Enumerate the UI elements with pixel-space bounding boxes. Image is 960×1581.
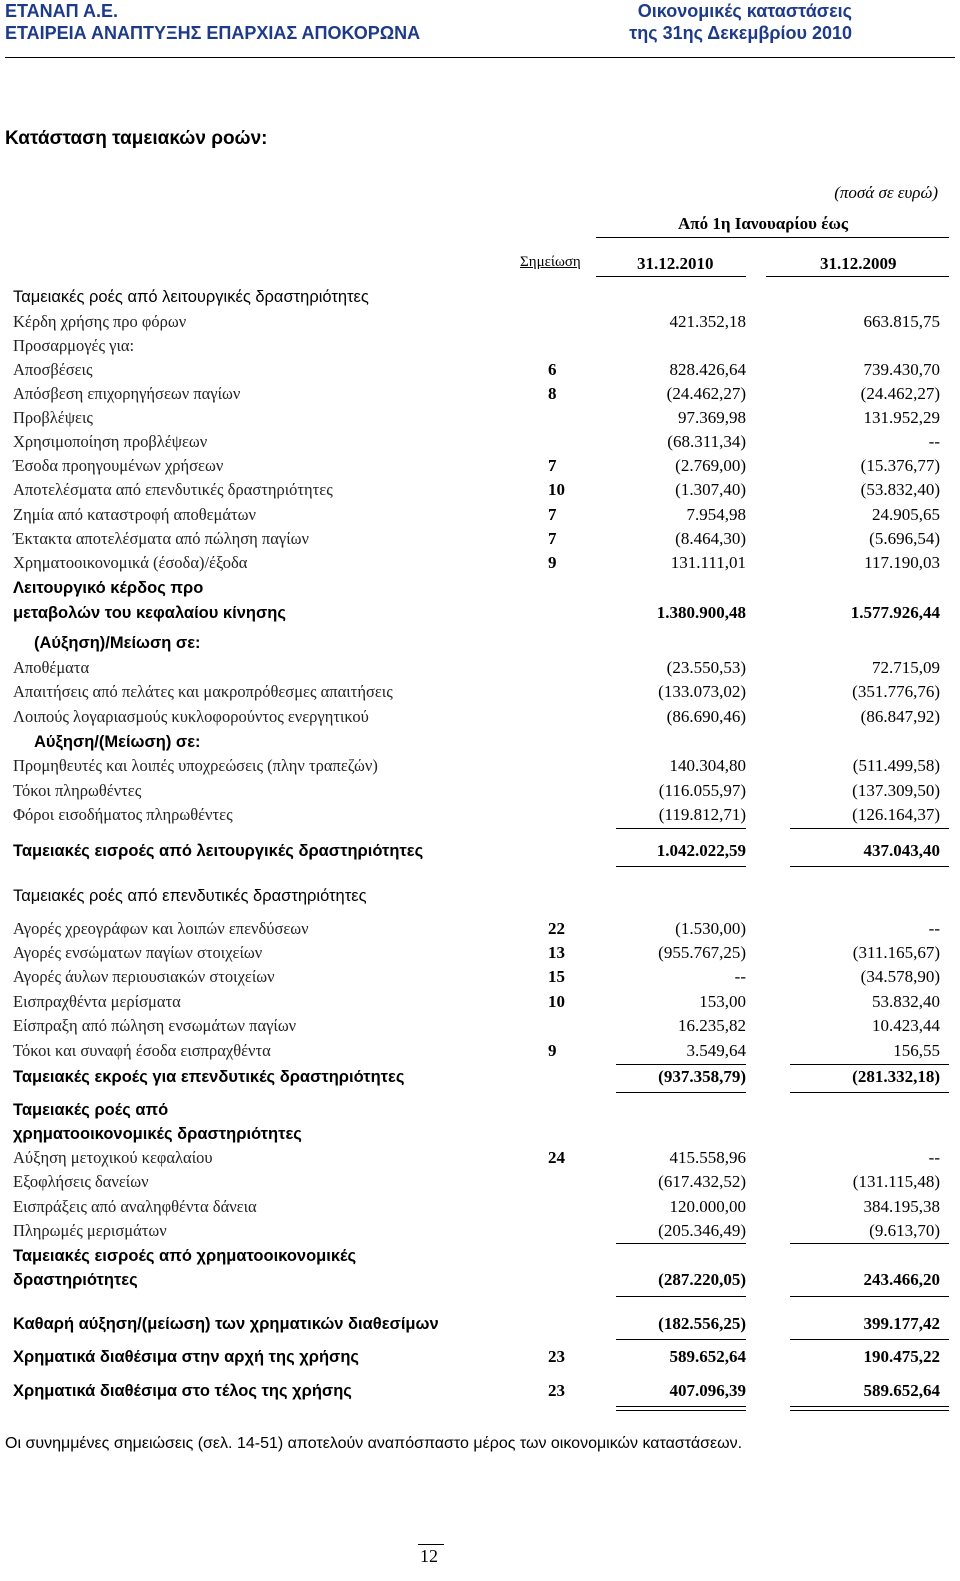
units-note: (ποσά σε ευρώ) — [834, 183, 938, 202]
total-rule — [616, 1064, 746, 1065]
total-rule — [790, 1296, 949, 1297]
table-row — [0, 780, 960, 804]
row-value-current: (68.311,34) — [667, 432, 746, 451]
row-value-current: (287.220,05) — [658, 1270, 746, 1289]
row-value-current: 1.042.022,59 — [656, 841, 746, 860]
row-label: μεταβολών του κεφαλαίου κίνησης — [13, 604, 286, 622]
row-note: 15 — [548, 967, 565, 986]
row-label: Εισπραχθέντα μερίσματα — [13, 992, 181, 1011]
row-label: Έκτακτα αποτελέσματα από πώληση παγίων — [13, 529, 309, 548]
row-value-current: (2.769,00) — [675, 456, 746, 475]
row-label: Αποθέματα — [13, 658, 90, 677]
row-note: 9 — [548, 1041, 557, 1060]
company-full-name: ΕΤΑΙΡΕΙΑ ΑΝΑΠΤΥΞΗΣ ΕΠΑΡΧΙΑΣ ΑΠΟΚΟΡΩΝΑ — [5, 23, 421, 43]
table-row — [0, 1245, 960, 1269]
row-label: δραστηριότητες — [13, 1271, 138, 1289]
row-value-current: 415.558,96 — [669, 1148, 746, 1167]
table-row — [0, 528, 960, 552]
row-note: 8 — [548, 384, 557, 403]
row-label: Τόκοι και συναφή έσοδα εισπραχθέντα — [13, 1041, 271, 1060]
period-underline — [596, 237, 949, 238]
row-value-current: (116.055,97) — [658, 781, 746, 800]
table-row — [0, 431, 960, 455]
table-row — [0, 311, 960, 335]
row-value-current: 153,00 — [699, 992, 746, 1011]
page-number-rule — [418, 1544, 444, 1545]
row-label: Αύξηση μετοχικού κεφαλαίου — [13, 1148, 213, 1167]
table-row — [0, 383, 960, 407]
row-note: 24 — [548, 1148, 565, 1167]
row-value-prior: (311.165,67) — [852, 943, 940, 962]
table-row — [0, 479, 960, 503]
row-label: Αγορές άυλων περιουσιακών στοιχείων — [13, 967, 275, 986]
table-row — [0, 840, 960, 864]
row-label: Αγορές ενσώματων παγίων στοιχείων — [13, 943, 263, 962]
row-value-prior: (86.847,92) — [860, 707, 940, 726]
table-row — [0, 1313, 960, 1337]
table-row — [0, 286, 960, 310]
header-document — [629, 0, 852, 44]
row-label: Τόκοι πληρωθέντες — [13, 781, 142, 800]
row-label: Έσοδα προηγουμένων χρήσεων — [13, 456, 224, 475]
table-row — [0, 706, 960, 730]
table-row — [0, 407, 960, 431]
row-note: 10 — [548, 992, 565, 1011]
row-label: Εξοφλήσεις δανείων — [13, 1172, 149, 1191]
row-label: Απαιτήσεις από πελάτες και μακροπρόθεσμες απαιτήσεις — [13, 682, 393, 701]
table-row — [0, 1147, 960, 1171]
table-row — [0, 1040, 960, 1064]
row-label: Λοιπούς λογαριασμούς κυκλοφορούντος ενεργητικού — [13, 707, 369, 726]
row-label: Καθαρή αύξηση/(μείωση) των χρηματικών διαθεσίμων — [13, 1315, 439, 1333]
column-note-header: Σημείωση — [520, 254, 581, 270]
row-label: Ζημία από καταστροφή αποθεμάτων — [13, 505, 256, 524]
row-note: 7 — [548, 505, 557, 524]
total-rule — [790, 1092, 949, 1093]
table-row — [0, 731, 960, 755]
row-value-prior: 117.190,03 — [864, 553, 940, 572]
row-value-current: (182.556,25) — [658, 1314, 746, 1333]
table-row — [0, 1123, 960, 1147]
page-number: 12 — [420, 1546, 438, 1566]
row-value-prior: -- — [928, 919, 940, 938]
row-value-prior: 156,55 — [893, 1041, 940, 1060]
table-row — [0, 657, 960, 681]
table-row — [0, 1196, 960, 1220]
table-row — [0, 632, 960, 656]
row-value-current: (617.432,52) — [658, 1172, 746, 1191]
table-row — [0, 455, 960, 479]
row-label: Αποτελέσματα από επενδυτικές δραστηριότητες — [13, 480, 333, 499]
row-value-current: (23.550,53) — [666, 658, 746, 677]
row-label: Χρηματικά διαθέσιμα στο τέλος της χρήσης — [13, 1382, 352, 1400]
row-label: Λειτουργικό κέρδος προ — [13, 579, 204, 597]
row-value-current: 589.652,64 — [669, 1347, 746, 1366]
company-short-name: ΕΤΑΝΑΠ Α.Ε. — [5, 1, 119, 21]
total-rule — [616, 1092, 746, 1093]
total-rule — [790, 828, 949, 829]
row-value-prior: 10.423,44 — [872, 1016, 940, 1035]
row-value-prior: 131.952,29 — [863, 408, 940, 427]
row-value-prior: (15.376,77) — [860, 456, 940, 475]
row-label: Ταμειακές ροές από επενδυτικές δραστηριότητες — [13, 887, 367, 905]
page-title: Κατάσταση ταμειακών ροών: — [5, 128, 268, 149]
header-divider — [5, 57, 955, 58]
row-note: 7 — [548, 529, 557, 548]
row-value-prior: 24.905,65 — [872, 505, 940, 524]
table-row — [0, 1015, 960, 1039]
total-rule — [616, 1406, 746, 1407]
total-rule — [616, 1339, 746, 1340]
row-value-prior: (511.499,58) — [852, 756, 940, 775]
row-value-current: 16.235,82 — [678, 1016, 746, 1035]
row-value-prior: (126.164,37) — [852, 805, 940, 824]
row-value-current: (119.812,71) — [658, 805, 746, 824]
total-rule — [790, 866, 949, 867]
row-label: Ταμειακές ροές από — [13, 1101, 169, 1119]
row-note: 9 — [548, 553, 557, 572]
total-rule — [616, 828, 746, 829]
table-row — [0, 804, 960, 828]
row-note: 22 — [548, 919, 565, 938]
table-row — [0, 942, 960, 966]
row-label: Προσαρμογές για: — [13, 336, 135, 355]
row-label: Αύξηση/(Μείωση) σε: — [34, 733, 201, 751]
table-row — [0, 991, 960, 1015]
table-row — [0, 681, 960, 705]
row-label: Ταμειακές εκροές για επενδυτικές δραστηριότητες — [13, 1068, 405, 1086]
row-value-prior: (281.332,18) — [852, 1067, 940, 1086]
row-label: Είσπραξη από πώληση ενσωμάτων παγίων — [13, 1016, 297, 1035]
row-value-prior: 384.195,38 — [863, 1197, 940, 1216]
row-value-current: 7.954,98 — [686, 505, 746, 524]
column-current-underline — [596, 276, 746, 277]
row-value-prior: -- — [928, 432, 940, 451]
table-row — [0, 966, 960, 990]
row-label: Αποσβέσεις — [13, 360, 93, 379]
row-value-prior: (34.578,90) — [860, 967, 940, 986]
row-value-current: (24.462,27) — [666, 384, 746, 403]
row-value-current: (8.464,30) — [675, 529, 746, 548]
row-value-current: (1.307,40) — [675, 480, 746, 499]
footnote: Οι συνημμένες σημειώσεις (σελ. 14-51) αποτελούν αναπόσπαστο μέρος των οικονομικών καταστάσεων. — [5, 1435, 743, 1452]
total-rule — [790, 1406, 949, 1407]
row-value-current: (937.358,79) — [658, 1067, 746, 1086]
column-prior-header: 31.12.2009 — [820, 254, 897, 273]
document-title: Οικονομικές καταστάσεις — [637, 1, 852, 21]
row-value-prior: 589.652,64 — [863, 1381, 940, 1400]
row-value-prior: 1.577.926,44 — [850, 603, 940, 622]
header-company — [5, 0, 420, 44]
row-value-current: 140.304,80 — [669, 756, 746, 775]
row-value-prior: (24.462,27) — [860, 384, 940, 403]
table-row — [0, 1380, 960, 1404]
row-label: Πληρωμές μερισμάτων — [13, 1221, 167, 1240]
row-label: Φόροι εισοδήματος πληρωθέντες — [13, 805, 233, 824]
row-value-prior: (351.776,76) — [852, 682, 940, 701]
row-value-current: (205.346,49) — [658, 1221, 746, 1240]
document-date: της 31ης Δεκεμβρίου 2010 — [629, 23, 852, 43]
table-row — [0, 602, 960, 626]
column-current-header: 31.12.2010 — [637, 254, 714, 273]
table-row — [0, 577, 960, 601]
table-row — [0, 885, 960, 909]
row-value-prior: 739.430,70 — [863, 360, 940, 379]
row-label: Κέρδη χρήσης προ φόρων — [13, 312, 187, 331]
table-row — [0, 918, 960, 942]
row-note: 6 — [548, 360, 557, 379]
total-rule — [616, 1410, 746, 1411]
row-value-current: (86.690,46) — [666, 707, 746, 726]
row-label: (Αύξηση)/Μείωση σε: — [34, 634, 201, 652]
row-value-current: 1.380.900,48 — [656, 603, 746, 622]
table-row — [0, 1099, 960, 1123]
row-note: 13 — [548, 943, 565, 962]
row-value-prior: 437.043,40 — [863, 841, 940, 860]
row-value-prior: 72.715,09 — [872, 658, 940, 677]
table-row — [0, 1269, 960, 1293]
row-label: Χρησιμοποίηση προβλέψεων — [13, 432, 208, 451]
row-value-current: -- — [734, 967, 746, 986]
row-value-prior: 399.177,42 — [863, 1314, 940, 1333]
row-value-current: 97.369,98 — [678, 408, 746, 427]
total-rule — [616, 866, 746, 867]
column-prior-underline — [766, 276, 949, 277]
table-row — [0, 1171, 960, 1195]
row-note: 23 — [548, 1347, 565, 1366]
row-value-current: (1.530,00) — [675, 919, 746, 938]
row-label: Αγορές χρεογράφων και λοιπών επενδύσεων — [13, 919, 309, 938]
row-value-prior: (53.832,40) — [860, 480, 940, 499]
row-label: Εισπράξεις από αναληφθέντα δάνεια — [13, 1197, 257, 1216]
total-rule — [790, 1339, 949, 1340]
table-row — [0, 755, 960, 779]
row-value-current: 120.000,00 — [669, 1197, 746, 1216]
row-value-prior: 53.832,40 — [872, 992, 940, 1011]
total-rule — [790, 1243, 949, 1244]
row-value-prior: (9.613,70) — [869, 1221, 940, 1240]
row-value-current: 421.352,18 — [669, 312, 746, 331]
table-row — [0, 1066, 960, 1090]
row-value-current: 828.426,64 — [669, 360, 746, 379]
table-row — [0, 504, 960, 528]
row-label: Ταμειακές εισροές από χρηματοοικονομικές — [13, 1247, 357, 1265]
row-value-prior: (131.115,48) — [852, 1172, 940, 1191]
row-note: 10 — [548, 480, 565, 499]
row-label: Προμηθευτές και λοιπές υποχρεώσεις (πλην τραπεζών) — [13, 756, 378, 775]
period-header: Από 1η Ιανουαρίου έως — [678, 214, 849, 233]
total-rule — [790, 1410, 949, 1411]
row-value-prior: (137.309,50) — [852, 781, 940, 800]
table-row — [0, 552, 960, 576]
total-rule — [790, 1064, 949, 1065]
row-label: Χρηματικά διαθέσιμα στην αρχή της χρήσης — [13, 1348, 359, 1366]
row-label: χρηματοοικονομικές δραστηριότητες — [13, 1125, 302, 1143]
row-label: Ταμειακές εισροές από λειτουργικές δραστηριότητες — [13, 842, 424, 860]
row-value-prior: 243.466,20 — [863, 1270, 940, 1289]
row-value-prior: 190.475,22 — [863, 1347, 940, 1366]
row-label: Ταμειακές ροές από λειτουργικές δραστηριότητες — [13, 288, 369, 306]
row-note: 23 — [548, 1381, 565, 1400]
row-label: Απόσβεση επιχορηγήσεων παγίων — [13, 384, 241, 403]
row-value-prior: (5.696,54) — [869, 529, 940, 548]
table-row — [0, 335, 960, 359]
row-value-current: (955.767,25) — [658, 943, 746, 962]
row-value-prior: 663.815,75 — [863, 312, 940, 331]
row-value-prior: -- — [928, 1148, 940, 1167]
row-value-current: 3.549,64 — [686, 1041, 746, 1060]
table-row — [0, 1346, 960, 1370]
total-rule — [616, 1296, 746, 1297]
table-row — [0, 1220, 960, 1244]
row-value-current: (133.073,02) — [658, 682, 746, 701]
row-label: Προβλέψεις — [13, 408, 93, 427]
row-value-current: 131.111,01 — [670, 553, 746, 572]
total-rule — [616, 1243, 746, 1244]
table-row — [0, 359, 960, 383]
row-label: Χρηματοοικονομικά (έσοδα)/έξοδα — [13, 553, 248, 572]
row-note: 7 — [548, 456, 557, 475]
row-value-current: 407.096,39 — [669, 1381, 746, 1400]
